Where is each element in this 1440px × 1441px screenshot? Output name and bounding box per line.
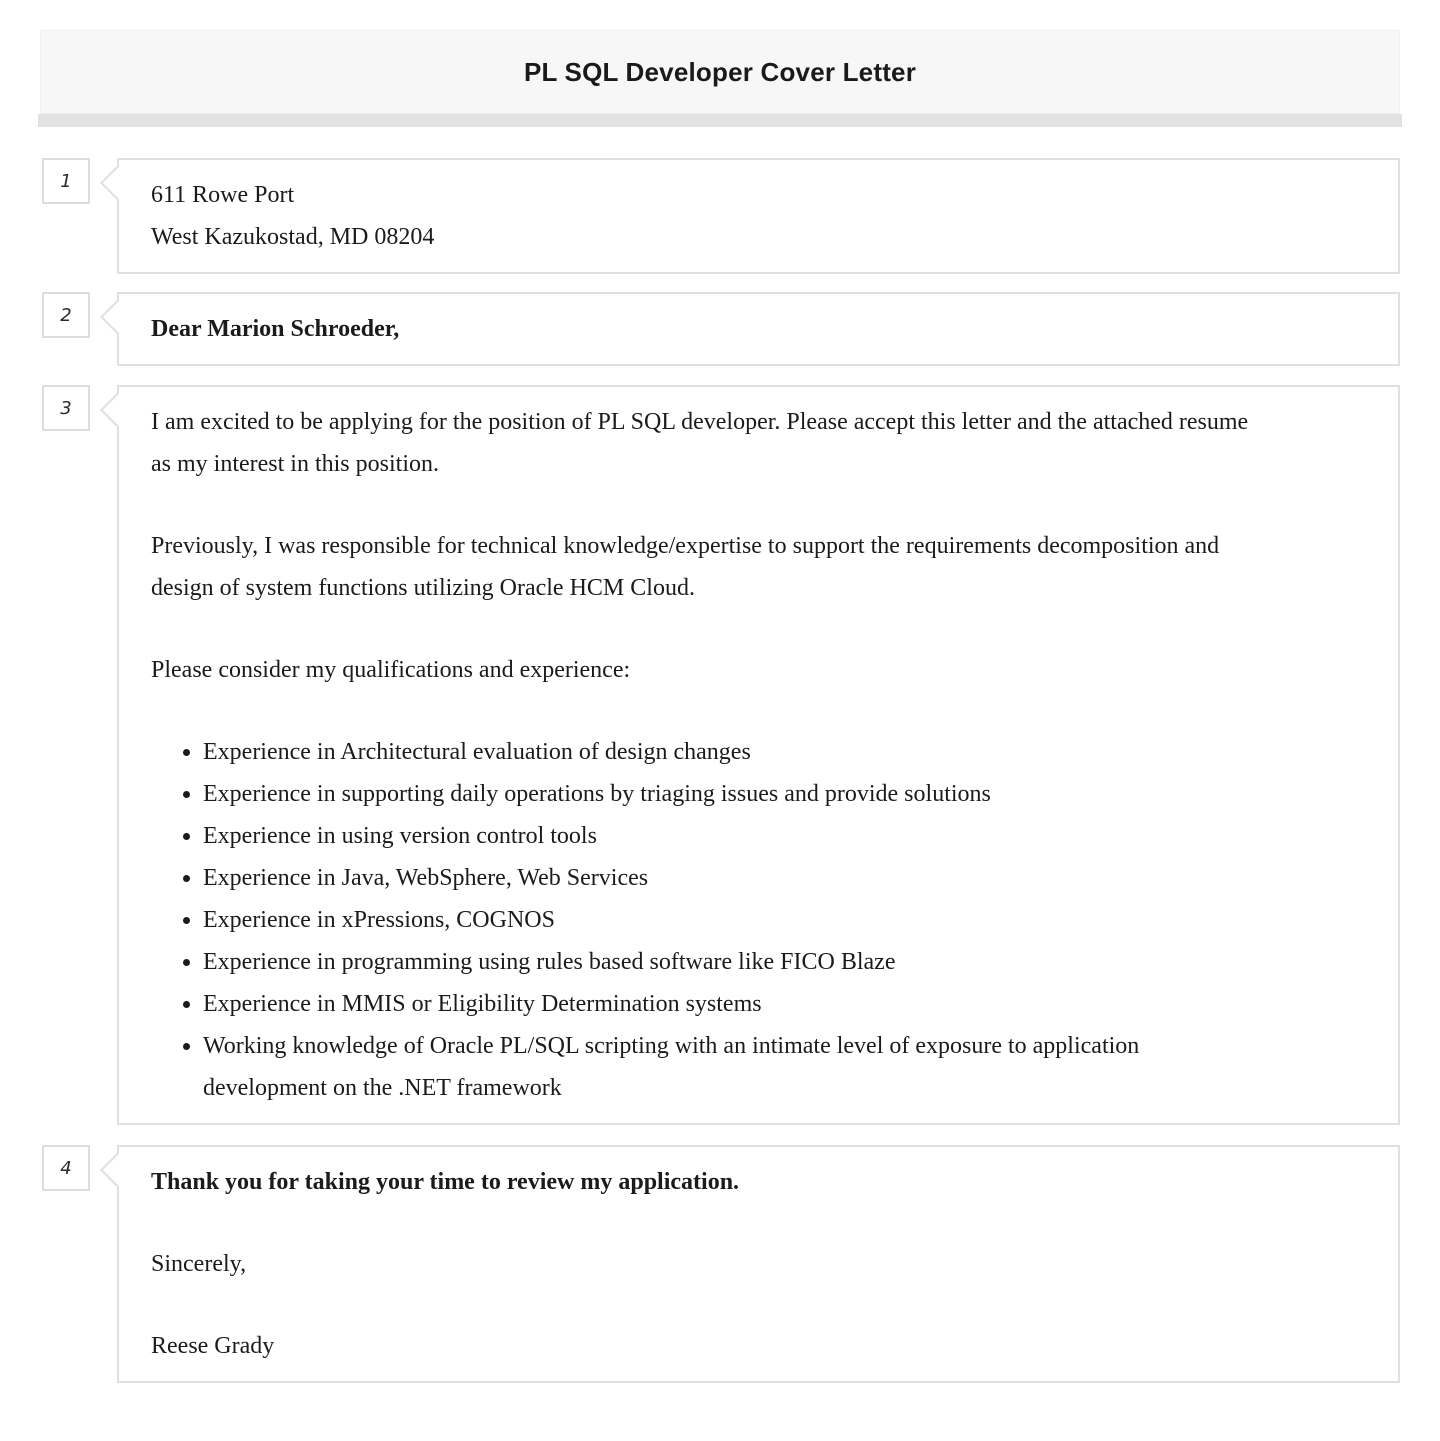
address-line-1: 611 Rowe Port — [151, 182, 295, 208]
section-row-salutation — [42, 292, 1400, 366]
section-number-badge-4 — [42, 1145, 90, 1191]
closing-box — [117, 1145, 1400, 1383]
box-notch — [100, 1153, 134, 1187]
salutation-text: Dear Marion Schroeder, — [151, 316, 400, 342]
address-box — [117, 158, 1400, 274]
list-item: • Experience in programming using rules based software like FICO Blaze — [203, 941, 1153, 983]
box-notch — [100, 393, 134, 427]
signature-text: Reese Grady — [151, 1333, 275, 1359]
section-number: 1 — [60, 170, 72, 192]
page-title: PL SQL Developer Cover Letter — [523, 56, 917, 87]
salutation-box — [117, 292, 1400, 366]
signoff-text: Sincerely, — [151, 1251, 247, 1277]
cover-letter-page — [0, 30, 1440, 1383]
list-item: • Experience in supporting daily operations by triaging issues and provide solutions — [203, 773, 1153, 815]
list-item: • Working knowledge of Oracle PL/SQL scripting with an intimate level of exposure to application development on the .NET framework — [203, 1025, 1153, 1109]
section-row-body — [42, 385, 1400, 1125]
header-shadow-strip — [38, 114, 1402, 127]
box-notch — [100, 300, 134, 334]
body-paragraph-2: Previously, I was responsible for technical knowledge/expertise to support the requirements decomposition and design of system functions utilizing Oracle HCM Cloud. — [151, 533, 1220, 601]
section-number-badge-1 — [42, 158, 90, 204]
body-paragraph-3: Please consider my qualifications and experience: — [151, 657, 631, 683]
letter-sections — [42, 158, 1400, 1383]
list-item: • Experience in MMIS or Eligibility Determination systems — [203, 983, 1153, 1025]
closing-text: Thank you for taking your time to review my application. — [151, 1169, 740, 1195]
body-box — [117, 385, 1400, 1125]
section-number: 4 — [60, 1157, 72, 1179]
document-header — [40, 30, 1400, 114]
body-paragraph-1: I am excited to be applying for the position of PL SQL developer. Please accept this letter and the attached resume as my interest in this position. — [151, 409, 1249, 477]
section-number: 3 — [60, 397, 72, 419]
section-row-closing — [42, 1145, 1400, 1383]
box-notch — [100, 166, 134, 200]
qualifications-list — [151, 731, 1366, 1109]
section-number-badge-2 — [42, 292, 90, 338]
section-row-address — [42, 158, 1400, 274]
section-number-badge-3 — [42, 385, 90, 431]
section-number: 2 — [60, 304, 72, 326]
list-item: • Experience in Architectural evaluation of design changes — [203, 731, 1153, 773]
list-item: • Experience in using version control tools — [203, 815, 1153, 857]
list-item: • Experience in xPressions, COGNOS — [203, 899, 1153, 941]
list-item: • Experience in Java, WebSphere, Web Services — [203, 857, 1153, 899]
address-line-2: West Kazukostad, MD 08204 — [151, 224, 435, 250]
